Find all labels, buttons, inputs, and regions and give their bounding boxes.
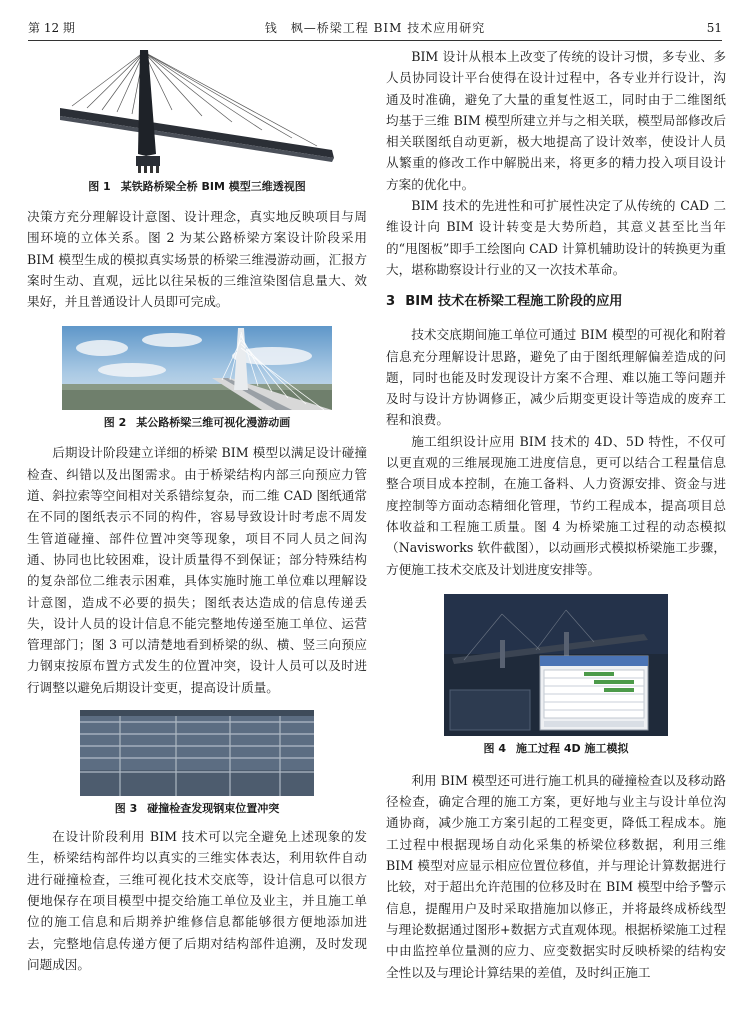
page-number: 51 xyxy=(706,21,722,35)
figure-2-caption-text: 某公路桥梁三维可视化漫游动画 xyxy=(136,416,291,430)
figure-2 xyxy=(27,326,367,430)
left-paragraph-3: 在设计阶段利用 BIM 技术可以完全避免上述现象的发生，桥梁结构部件均以真实的三维实体表达，利用软件自动进行碰撞检查，三维可视化技术交底等，设计信息可以很方便地保存在项目模型中提交给施工单位及业主，并且施工单位的施工信息和后期养护维修信息都能够很方便地添加进去，完整地信息传递方便了后期对结构部件追溯，及时发现问题成因。 xyxy=(27,829,367,972)
left-paragraph-2: 后期设计阶段建立详细的桥梁 BIM 模型以满足设计碰撞检查、纠错以及出图需求。由于桥梁结构内部三向预应力管道、斜拉索等空间相对关系错综复杂，而二维 CAD 图纸通常在不同的图纸表示不同的构件，容易导致设计时考虑不周发生管道碰撞、部件位置冲突等现象，项目不同人员之间沟通、协同也比较困难，设计质量得不到保证；部分特殊结构的复杂部位二维表示困难，具体实施时施工单位难以理解设计意图，造成不必要的损失；图纸表达造成的信息传递丢失，设计人员的设计信息不能完整地传递至施工单位、运营管理部门；图 3 可以清楚地看到桥梁的纵、横、竖三向预应力钢束按原布置方式发生的位置冲突，设计人员可以及时进行调整以避免后期设计变更，提高设计质量。 xyxy=(27,445,367,695)
figure-4-number: 图 4 xyxy=(483,741,507,755)
section-number: 3 xyxy=(386,294,396,310)
figure-4-caption-text: 施工过程 4D 施工模拟 xyxy=(516,741,629,755)
figure-1-caption xyxy=(27,180,367,194)
left-paragraph-1: 决策方充分理解设计意图、设计理念，真实地反映项目与周围环境的立体关系。图 2 为某公路桥梁方案设计阶段采用 BIM 模型生成的模拟真实场景的桥梁三维漫游动画，汇报方案时生动、直观，远比以往呆板的三维渲染图信息量大、效果好，并且普通设计人员即可完成。 xyxy=(27,209,367,310)
figure-1 xyxy=(27,46,367,204)
right-paragraph-4: 施工组织设计应用 BIM 技术的 4D、5D 特性，不仅可以更直观的三维展现施工进度信息，更可以结合工程量信息整合项目成本控制，在施工备料、人力资源安排、资金与进度控制等方面动态精细化管理，节约工程成本，提高项目总体收益和工程施工质量。图 4 为桥梁施工过程的动态模拟（Navisworks 软件截图），以动画形式模拟桥梁施工步骤，方便施工技术交底及计划进度安排等。 xyxy=(386,433,726,577)
figure-3-caption xyxy=(27,802,367,816)
right-column xyxy=(386,46,726,983)
right-paragraph-5: 利用 BIM 模型还可进行施工机具的碰撞检查以及移动路径检查，确定合理的施工方案，更好地与业主与设计单位沟通协商，减少施工方案引起的工程变更，降低工程成本。施工过程中根据现场自动化采集的桥梁位移数据，利用三维 BIM 模型对应显示相应位置位移值，并与理论计算数据进行比较，对于超出允许范围的位移及时在 BIM 模型中给予警示信息，提醒用户及时采取措施加以修正，并将最终成桥线型与理论数据通过图形+数据方式直观体现。根据桥梁施工过程中由监控单位量测的应力、应变数据实时反映桥梁的结构安全性以及与理论计算结果的差值，及时纠正施工 xyxy=(386,772,726,980)
issue-number: 第 12 期 xyxy=(28,21,75,35)
figure-1-caption-text: 某铁路桥梁全桥 BIM 模型三维透视图 xyxy=(120,180,306,193)
right-paragraph-1: BIM 设计从根本上改变了传统的设计习惯，多专业、多人员协同设计平台使得在设计过程中，各专业并行设计，沟通及时准确，避免了大量的重复性返工，同时由于二维图纸均基于三维 BIM 模型所建立并与之相关联，模型局部修改后相关联图纸自动更新，极大地提高了设计效率，使设计人员从繁重的修改工作中解脱出来，将更多的精力投入项目设计方案的优化中。 xyxy=(386,49,726,192)
right-paragraph-3: 技术交底期间施工单位可通过 BIM 模型的可视化和附着信息充分理解设计思路，避免了由于图纸理解偏差造成的问题，同时也能及时发现设计方案不合理、难以施工等问题并及时与设计方协调修正，减少后期变更设计等造成的废弃工程和浪费。 xyxy=(386,327,726,428)
running-title: 钱 枫—桥梁工程 BIM 技术应用研究 xyxy=(264,21,486,35)
section-heading-3 xyxy=(386,292,726,312)
figure-4-caption xyxy=(386,742,726,756)
figure-1-image xyxy=(52,46,342,174)
figure-2-number: 图 2 xyxy=(103,416,127,430)
figure-3 xyxy=(27,710,367,816)
figure-4-image xyxy=(444,594,668,736)
figure-2-caption xyxy=(27,416,367,430)
figure-2-image xyxy=(62,326,332,410)
figure-3-image xyxy=(80,710,314,796)
figure-3-number: 图 3 xyxy=(114,802,138,816)
left-column xyxy=(27,46,367,975)
figure-3-caption-text: 碰撞检查发现钢束位置冲突 xyxy=(147,802,280,816)
right-paragraph-2: BIM 技术的先进性和可扩展性决定了从传统的 CAD 二维设计向 BIM 设计转变是大势所趋，其意义甚至比当年的“甩图板”即手工绘图向 CAD 计算机辅助设计的转换更为重大，堪称勘察设计行业的又一次技术革命。 xyxy=(386,198,726,277)
running-header xyxy=(28,18,722,41)
section-title: BIM 技术在桥梁工程施工阶段的应用 xyxy=(405,294,623,310)
figure-4 xyxy=(386,594,726,756)
figure-1-number: 图 1 xyxy=(88,180,111,193)
